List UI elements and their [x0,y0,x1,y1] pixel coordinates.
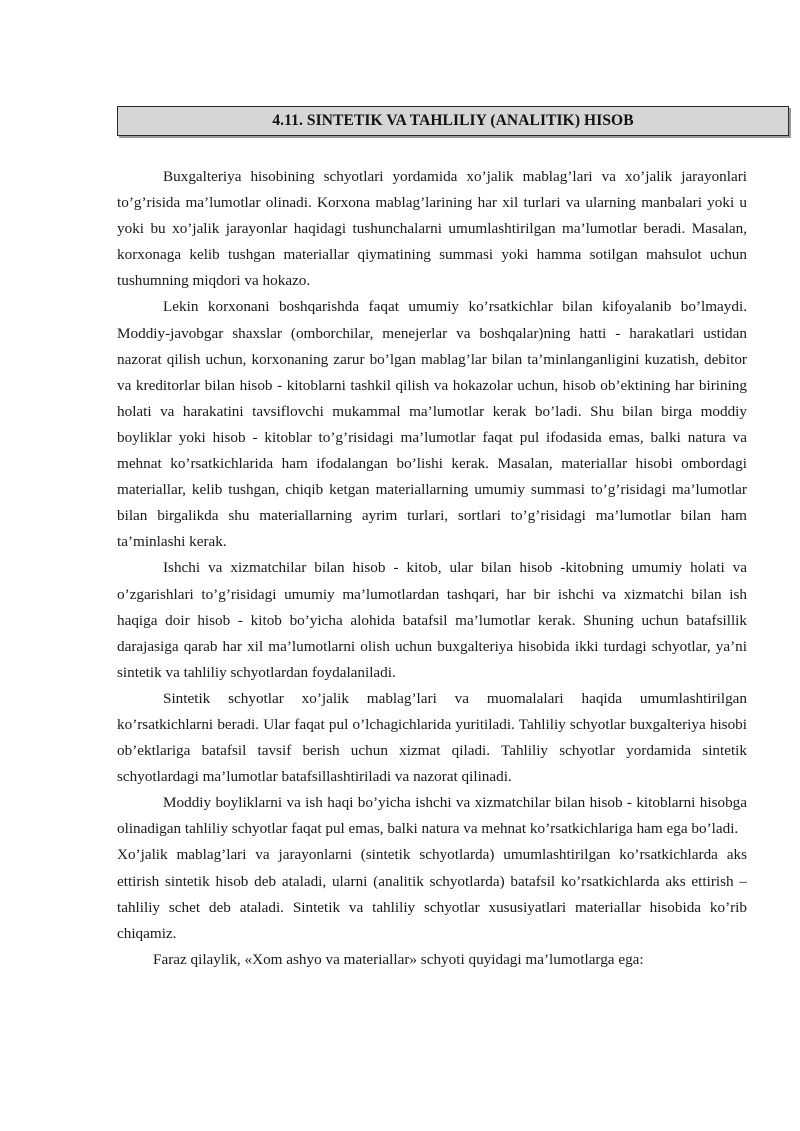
section-heading: 4.11. SINTETIK VA TAHLILIY (ANALITIK) HISOB [272,112,634,129]
paragraph-4: Sintetik schyotlar xo’jalik mablag’lari va muomalalari haqida umumlashtirilgan ko’rsatkichlarni beradi. Ular faqat pul o’lchagichlarida yuritiladi. Tahliliy schyotlar buxgalteriya hisobi ob’ektlariga batafsil tavsif berish uchun xizmat qiladi. Tahliliy schyotlar yordamida sintetik schyotlardagi ma’lumotlar batafsillashtiriladi va nazorat qilinadi. [117,689,747,786]
document-body [117,164,747,973]
section-heading-box [117,106,789,136]
paragraph-1: Buxgalteriya hisobining schyotlari yordamida xo’jalik mablag’lari va xo’jalik jarayonlari to’g’risida ma’lumotlar olinadi. Korxona mablag’larining har xil turlari va ularning manbalari yoki u yoki bu xo’jalik jarayonlar haqidagi tushunchalarni umumlashtirilgan ma’lumotlar beradi. Masalan, korxonaga kelib tushgan materiallar qiymatining summasi yoki hamma sotilgan mahsulot uchun tushumning miqdori va hokazo. [117,168,747,290]
paragraph-6: Xo’jalik mablag’lari va jarayonlarni (sintetik schyotlarda) umumlashtirilgan ko’rsatkichlarda aks ettirish sintetik hisob deb ataladi, ularni (analitik schyotlarda) batafsil ko’rsatkichlarda aks ettirish – tahliliy schet deb ataladi. Sintetik va tahliliy schyotlar xususiyatlari materiallar hisobida ko’rib chiqamiz. [117,846,747,942]
paragraph-5: Moddiy boyliklarni va ish haqi bo’yicha ishchi va xizmatchilar bilan hisob - kitoblarni hisobga olinadigan tahliliy schyotlar faqat pul emas, balki natura va mehnat ko’rsatkichlariga ham ega bo’ladi. [117,794,747,838]
paragraph-3: Ishchi va xizmatchilar bilan hisob - kitob, ular bilan hisob -kitobning umumiy holati va o’zgarishlari to’g’risidagi umumiy ma’lumotlardan tashqari, har bir ishchi va xizmatchi bilan ish haqiga doir hisob - kitob bo’yicha alohida batafsil ma’lumotlar kerak. Shuning uchun batafsillik darajasiga qarab har xil ma’lumotlarni olish uchun buxgalteriya hisobida ikki turdagi schyotlar, ya’ni sintetik va tahliliy schyotlardan foydalaniladi. [117,559,747,681]
paragraph-2: Lekin korxonani boshqarishda faqat umumiy ko’rsatkichlar bilan kifoyalanib bo’lmaydi. Moddiy-javobgar shaxslar (omborchilar, menejerlar va boshqalar)ning hatti - harakatlari ustidan nazorat qilish uchun, korxonaning zarur bo’lgan mablag’lar bilan ta’minlanganligini kuzatish, debitor va kreditorlar bilan hisob - kitoblarni tashkil qilish va hokazolar uchun, hisob ob’ektining har birining holati va harakatini tavsiflovchi mukammal ma’lumotlar kerak bo’ladi. Shu bilan birga moddiy boyliklar yoki hisob - kitoblar to’g’risidagi ma’lumotlar faqat pul ifodasida emas, balki natura va mehnat ko’rsatkichlarida ham ifodalangan bo’lishi kerak. Masalan, materiallar hisobi ombordagi materiallar, kelib tushgan, chiqib ketgan materiallarning umumiy summasi to’g’risidagi ma’lumotlar bilan birgalikda shu materiallarning ayrim turlari, sortlari to’g’risidagi ma’lumotlar bilan ham ta’minlashi kerak. [117,298,747,551]
paragraph-7: Faraz qilaylik, «Xom ashyo va materiallar» schyoti quyidagi ma’lumotlarga ega: [153,950,644,968]
